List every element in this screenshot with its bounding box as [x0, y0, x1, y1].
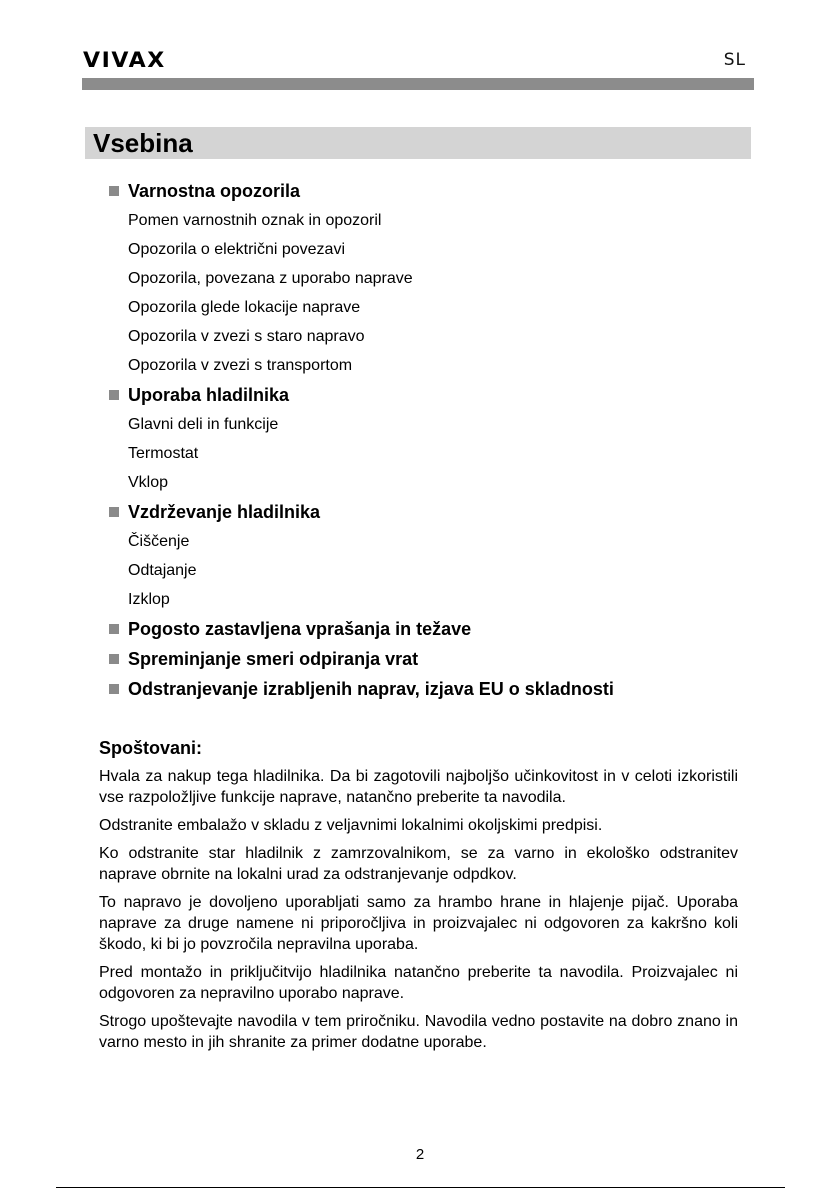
toc-item-list	[109, 527, 759, 614]
square-bullet-icon	[109, 624, 119, 634]
toc-section-heading	[109, 674, 759, 704]
toc-group-fridge-maintenance	[109, 497, 759, 614]
toc-item-list	[109, 410, 759, 497]
page-number: 2	[415, 1146, 425, 1163]
greeting-heading: Spoštovani:	[99, 738, 203, 758]
toc-group-faq	[109, 614, 759, 644]
square-bullet-icon	[109, 507, 119, 517]
footer-divider-line	[56, 1187, 785, 1188]
toc-item: Opozorila v zvezi s transportom	[128, 357, 353, 374]
toc-section-heading	[109, 614, 759, 644]
toc-section-heading	[109, 644, 759, 674]
toc-group-safety-warnings	[109, 176, 759, 380]
toc-section-label: Varnostna opozorila	[128, 181, 301, 201]
toc-section-label: Spreminjanje smeri odpiranja vrat	[128, 649, 419, 669]
toc-item: Vklop	[128, 474, 169, 491]
toc-item-list	[109, 206, 759, 380]
toc-item: Glavni deli in funkcije	[128, 416, 279, 433]
language-code: SL	[723, 50, 746, 70]
header-divider-bar	[82, 78, 754, 90]
toc-section-label: Odstranjevanje izrabljenih naprav, izjava EU o skladnosti	[128, 679, 614, 699]
intro-paragraph: Strogo upoštevajte navodila v tem priročniku. Navodila vedno postavite na dobro znano in varno mesto in jih shranite za primer dodatne uporabe.	[99, 1013, 738, 1051]
toc-group-fridge-use	[109, 380, 759, 497]
toc-section-label: Vzdrževanje hladilnika	[128, 502, 321, 522]
toc-item: Termostat	[128, 445, 199, 462]
intro-body	[99, 766, 738, 1060]
toc-item: Čiščenje	[128, 533, 190, 550]
square-bullet-icon	[109, 186, 119, 196]
square-bullet-icon	[109, 390, 119, 400]
intro-paragraph: Ko odstranite star hladilnik z zamrzovalnikom, se za varno in ekološko odstranitev naprave obrnite na lokalni urad za odstranjevanje odpdkov.	[99, 845, 738, 883]
square-bullet-icon	[109, 654, 119, 664]
toc-item: Opozorila v zvezi s staro napravo	[128, 328, 365, 345]
intro-paragraph: Odstranite embalažo v skladu z veljavnimi lokalnimi okoljskimi predpisi.	[99, 817, 603, 834]
square-bullet-icon	[109, 684, 119, 694]
intro-paragraph: Hvala za nakup tega hladilnika. Da bi zagotovili najboljšo učinkovitost in v celoti izkoristili vse razpoložljive funkcije naprave, natančno preberite ta navodila.	[99, 768, 738, 806]
toc-item: Opozorila o električni povezavi	[128, 241, 345, 258]
brand-logo: VIVAX	[83, 48, 166, 72]
toc-item: Pomen varnostnih oznak in opozoril	[128, 212, 382, 229]
toc-section-heading	[109, 497, 759, 527]
toc-item: Opozorila glede lokacije naprave	[128, 299, 361, 316]
toc-section-heading	[109, 380, 759, 410]
toc-item: Odtajanje	[128, 562, 197, 579]
toc-title: Vsebina	[85, 127, 751, 159]
table-of-contents	[109, 176, 759, 704]
toc-section-label: Pogosto zastavljena vprašanja in težave	[128, 619, 472, 639]
intro-paragraph: Pred montažo in priključitvijo hladilnika natančno preberite ta navodila. Proizvajalec ni odgovoren za nepravilno uporabo naprave.	[99, 964, 738, 1002]
toc-group-disposal-eu-declaration	[109, 674, 759, 704]
toc-section-heading	[109, 176, 759, 206]
intro-paragraph: To napravo je dovoljeno uporabljati samo za hrambo hrane in hlajenje pijač. Uporaba naprave za druge namene ni priporočljiva in proizvajalec ni odgovoren za kakršno koli škodo, ki bi jo povzročila nepravilna uporaba.	[99, 894, 738, 953]
toc-group-door-reversal	[109, 644, 759, 674]
toc-section-label: Uporaba hladilnika	[128, 385, 290, 405]
toc-item: Izklop	[128, 591, 170, 608]
toc-item: Opozorila, povezana z uporabo naprave	[128, 270, 413, 287]
